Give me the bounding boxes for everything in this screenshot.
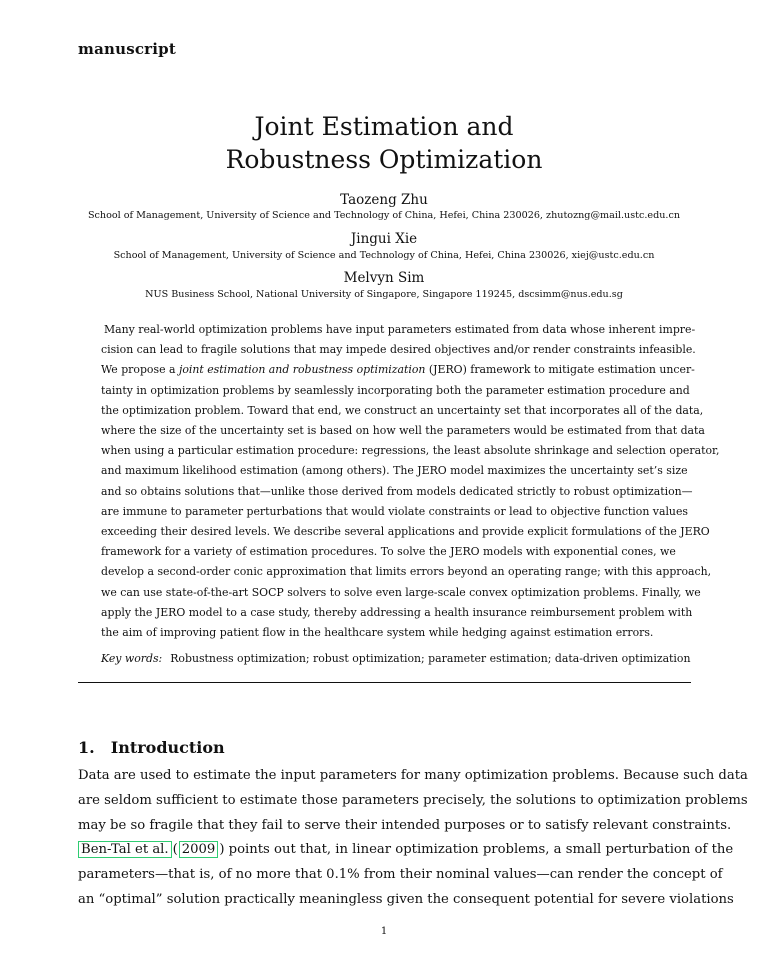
body-line: may be so fragile that they fail to serve their intended purposes or to satisfy relevant constraints.	[78, 817, 732, 833]
author-name: Jingui Xie	[350, 231, 418, 247]
section-number: 1.	[78, 738, 95, 757]
abstract-line: tainty in optimization problems by seamlessly incorporating both the parameter estimation procedure and	[101, 383, 690, 397]
section-heading	[78, 738, 225, 757]
citation-paren: (	[172, 842, 178, 858]
abstract-line: cision can lead to fragile solutions that may impede desired objectives and/or render constraints infeasible.	[101, 343, 696, 357]
running-header: manuscript	[78, 40, 176, 58]
keywords-text: Robustness optimization; robust optimization; parameter estimation; data-driven optimization	[170, 652, 691, 665]
body-paragraph	[78, 764, 748, 913]
title-line-1: Joint Estimation and	[254, 112, 514, 141]
abstract-line: we can use state-of-the-art SOCP solvers to solve even large-scale convex optimization problems. Finally, we	[101, 585, 701, 599]
citation-link-author[interactable]: Ben-Tal et al.	[78, 841, 172, 858]
abstract-line: framework for a variety of estimation procedures. To solve the JERO models with exponential cones, we	[101, 545, 676, 559]
abstract	[101, 320, 720, 643]
abstract-line: the aim of improving patient flow in the healthcare system while hedging against estimation errors.	[101, 626, 654, 640]
body-line: Data are used to estimate the input parameters for many optimization problems. Because such data	[78, 768, 748, 783]
body-line: an “optimal” solution practically meaningless given the consequent potential for severe violations	[78, 891, 734, 907]
author-name: Melvyn Sim	[343, 270, 425, 286]
abstract-text: We propose a	[101, 363, 179, 377]
abstract-text: (JERO) framework to mitigate estimation uncer-	[425, 363, 695, 377]
abstract-line: apply the JERO model to a case study, thereby addressing a health insurance reimbursement problem with	[101, 605, 693, 619]
abstract-line: are immune to parameter perturbations that would violate constraints or lead to objective function values	[101, 504, 688, 518]
abstract-line: when using a particular estimation procedure: regressions, the least absolute shrinkage and selection operator,	[101, 444, 720, 458]
keywords-label: Key words:	[101, 652, 163, 665]
abstract-line: exceeding their desired levels. We describe several applications and provide explicit formulations of the JERO	[101, 525, 710, 539]
author-name: Taozeng Zhu	[340, 192, 428, 208]
paper-title	[0, 110, 768, 176]
abstract-line: where the size of the uncertainty set is based on how well the parameters would be estimated from that data	[101, 424, 705, 438]
abstract-line: develop a second-order conic approximation that limits errors beyond an operating range; with this approach,	[101, 565, 712, 579]
abstract-line: Many real-world optimization problems have input parameters estimated from data whose inherent impre-	[104, 323, 696, 336]
citation-paren: )	[219, 842, 225, 858]
keywords	[101, 652, 691, 665]
abstract-line: the optimization problem. Toward that end, we construct an uncertainty set that incorporates all of the data,	[101, 403, 704, 417]
author-affiliation: NUS Business School, National University of Singapore, Singapore 119245, dscsimm@nus.edu.sg	[145, 289, 623, 300]
page-number: 1	[380, 926, 388, 937]
abstract-line	[101, 360, 695, 380]
body-line: are seldom sufficient to estimate those parameters precisely, the solutions to optimization problems	[78, 792, 748, 808]
abstract-emphasis: joint estimation and robustness optimization	[178, 363, 426, 377]
section-divider	[78, 682, 691, 683]
body-line	[78, 838, 734, 863]
title-line-2: Robustness Optimization	[225, 145, 543, 174]
abstract-line: and so obtains solutions that—unlike those derived from models dedicated strictly to robust optimization—	[101, 484, 693, 498]
author-affiliation: School of Management, University of Science and Technology of China, Hefei, China 230026, zhutozng@mail.ustc.edu.cn	[87, 210, 681, 221]
section-title: Introduction	[110, 738, 225, 757]
citation-link-year[interactable]: 2009	[179, 841, 219, 858]
author-affiliation: School of Management, University of Science and Technology of China, Hefei, China 230026, xiej@ustc.edu.cn	[113, 250, 655, 261]
abstract-line: and maximum likelihood estimation (among others). The JERO model maximizes the uncertainty set’s size	[101, 464, 688, 478]
body-line: parameters—that is, of no more that 0.1% from their nominal values—can render the concept of	[78, 867, 723, 883]
body-text: points out that, in linear optimization problems, a small perturbation of the	[224, 842, 734, 858]
